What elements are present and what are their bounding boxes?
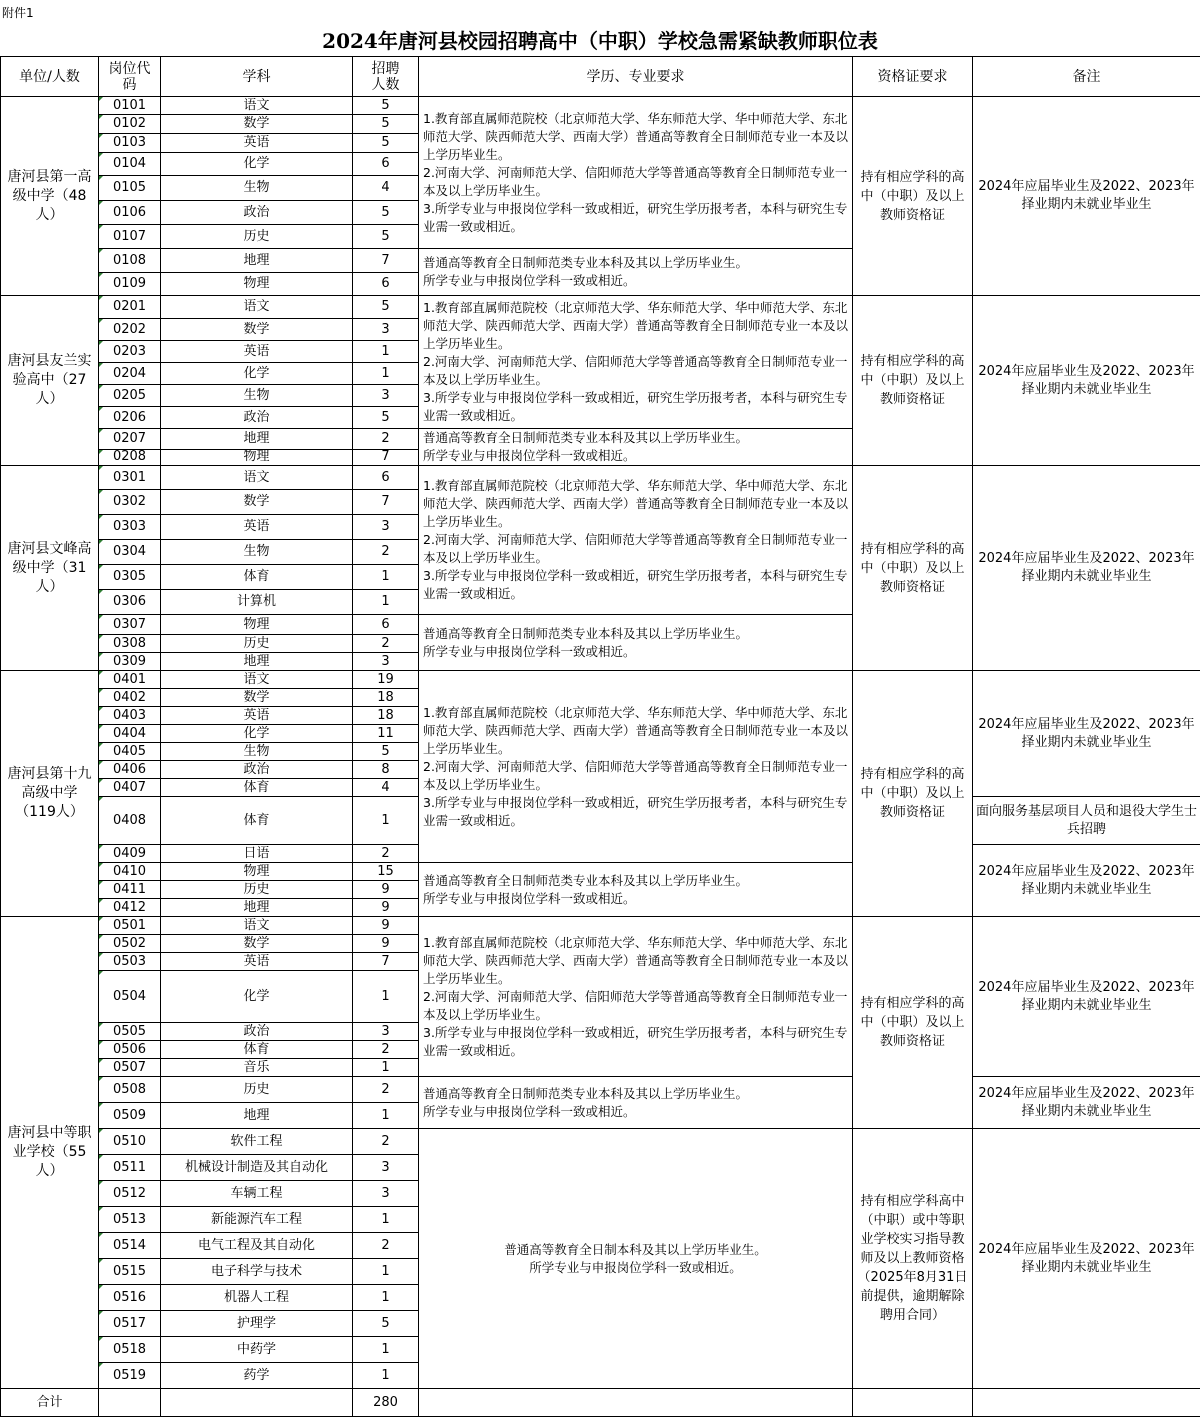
subject: 英语 [161, 953, 353, 971]
subject: 化学 [161, 971, 353, 1023]
education-requirement: 1.教育部直属师范院校（北京师范大学、华东师范大学、华中师范大学、东北师范大学、陕西师范大学、西南大学）普通高等教育全日制师范专业一本及以上学历毕业生。 2.河南大学、河南师范大学、信阳师范大学等普通高等教育全日制师范专业一本及以上学历毕业生。 3.所学专业与申报岗位学科一致或相近，研究生学历报考者，本科与研究生专业需一致或相近。 [419, 671, 853, 863]
subject: 数学 [161, 490, 353, 515]
hire-count: 1 [353, 1059, 419, 1077]
hire-count: 15 [353, 863, 419, 881]
unit-name: 唐河县文峰高级中学（31人） [1, 466, 99, 671]
unit-name: 唐河县友兰实验高中（27人） [1, 296, 99, 466]
hire-count: 7 [353, 449, 419, 465]
subject: 体育 [161, 565, 353, 590]
hire-count: 5 [353, 201, 419, 225]
remark: 面向服务基层项目人员和退役大学生士兵招聘 [973, 797, 1200, 845]
subject: 政治 [161, 1023, 353, 1041]
position-code: 0307 [99, 615, 161, 635]
subject: 地理 [161, 429, 353, 450]
position-code: 0517 [99, 1311, 161, 1337]
subject: 电子科学与技术 [161, 1259, 353, 1285]
unit-name: 唐河县中等职业学校（55人） [1, 917, 99, 1389]
position-code: 0302 [99, 490, 161, 515]
hire-count: 3 [353, 653, 419, 671]
position-code: 0204 [99, 363, 161, 385]
position-code: 0306 [99, 590, 161, 615]
hire-count: 9 [353, 935, 419, 953]
position-code: 0406 [99, 761, 161, 779]
subject: 英语 [161, 134, 353, 153]
position-code: 0107 [99, 225, 161, 249]
subject: 体育 [161, 1041, 353, 1059]
header-cert: 资格证要求 [853, 57, 973, 97]
subject: 物理 [161, 863, 353, 881]
hire-count: 3 [353, 515, 419, 540]
certificate-requirement: 持有相应学科的高中（中职）及以上教师资格证 [853, 97, 973, 296]
position-code: 0502 [99, 935, 161, 953]
education-requirement: 普通高等教育全日制师范类专业本科及其以上学历毕业生。 所学专业与申报岗位学科一致或相近。 [419, 249, 853, 296]
hire-count: 6 [353, 466, 419, 490]
education-requirement: 1.教育部直属师范院校（北京师范大学、华东师范大学、华中师范大学、东北师范大学、陕西师范大学、西南大学）普通高等教育全日制师范专业一本及以上学历毕业生。 2.河南大学、河南师范大学、信阳师范大学等普通高等教育全日制师范专业一本及以上学历毕业生。 3.所学专业与申报岗位学科一致或相近，研究生学历报考者，本科与研究生专业需一致或相近。 [419, 917, 853, 1077]
remark: 2024年应届毕业生及2022、2023年择业期内未就业毕业生 [973, 97, 1200, 296]
position-code: 0402 [99, 689, 161, 707]
subject: 物理 [161, 449, 353, 465]
hire-count: 2 [353, 1041, 419, 1059]
subject: 地理 [161, 1103, 353, 1129]
table-row [1, 917, 1200, 935]
position-code: 0501 [99, 917, 161, 935]
hire-count: 5 [353, 1311, 419, 1337]
header-subject: 学科 [161, 57, 353, 97]
subject: 语文 [161, 671, 353, 689]
hire-count: 2 [353, 429, 419, 450]
subject: 生物 [161, 540, 353, 565]
hire-count: 5 [353, 296, 419, 319]
hire-count: 2 [353, 845, 419, 863]
certificate-requirement: 持有相应学科的高中（中职）及以上教师资格证 [853, 671, 973, 917]
position-code: 0103 [99, 134, 161, 153]
position-code: 0308 [99, 635, 161, 653]
hire-count: 7 [353, 249, 419, 273]
hire-count: 1 [353, 565, 419, 590]
subject: 历史 [161, 225, 353, 249]
subject: 体育 [161, 797, 353, 845]
certificate-requirement: 持有相应学科的高中（中职）及以上教师资格证 [853, 296, 973, 466]
hire-count: 5 [353, 225, 419, 249]
position-code: 0407 [99, 779, 161, 797]
position-code: 0202 [99, 319, 161, 341]
header-education: 学历、专业要求 [419, 57, 853, 97]
education-requirement: 普通高等教育全日制本科及其以上学历毕业生。 所学专业与申报岗位学科一致或相近。 [419, 1129, 853, 1389]
hire-count: 4 [353, 779, 419, 797]
position-code: 0412 [99, 899, 161, 917]
positions-table [0, 56, 1200, 1417]
subject: 化学 [161, 363, 353, 385]
subject: 语文 [161, 97, 353, 115]
total-label: 合计 [1, 1389, 99, 1417]
subject: 物理 [161, 615, 353, 635]
subject: 历史 [161, 881, 353, 899]
table-row [1, 671, 1200, 689]
page-title: 2024年唐河县校园招聘高中（中职）学校急需紧缺教师职位表 [0, 26, 1200, 56]
hire-count: 2 [353, 1077, 419, 1103]
position-code: 0511 [99, 1155, 161, 1181]
hire-count: 8 [353, 761, 419, 779]
position-code: 0304 [99, 540, 161, 565]
hire-count: 11 [353, 725, 419, 743]
position-code: 0102 [99, 115, 161, 134]
subject: 机器人工程 [161, 1285, 353, 1311]
position-code: 0516 [99, 1285, 161, 1311]
position-code: 0508 [99, 1077, 161, 1103]
education-requirement: 普通高等教育全日制师范类专业本科及其以上学历毕业生。 所学专业与申报岗位学科一致或相近。 [419, 1077, 853, 1129]
table-row [1, 1077, 1200, 1103]
hire-count: 2 [353, 635, 419, 653]
hire-count: 9 [353, 881, 419, 899]
position-code: 0305 [99, 565, 161, 590]
hire-count: 6 [353, 615, 419, 635]
total-row [1, 1389, 1200, 1417]
total-empty-note [973, 1389, 1200, 1417]
subject: 化学 [161, 153, 353, 176]
education-requirement: 普通高等教育全日制师范类专业本科及其以上学历毕业生。 所学专业与申报岗位学科一致或相近。 [419, 615, 853, 671]
hire-count: 7 [353, 953, 419, 971]
attachment-label: 附件1 [2, 4, 34, 21]
position-code: 0506 [99, 1041, 161, 1059]
remark: 2024年应届毕业生及2022、2023年择业期内未就业毕业生 [973, 671, 1200, 797]
hire-count: 2 [353, 540, 419, 565]
hire-count: 5 [353, 743, 419, 761]
subject: 数学 [161, 689, 353, 707]
subject: 语文 [161, 466, 353, 490]
position-code: 0507 [99, 1059, 161, 1077]
subject: 计算机 [161, 590, 353, 615]
subject: 政治 [161, 201, 353, 225]
subject: 体育 [161, 779, 353, 797]
position-code: 0301 [99, 466, 161, 490]
position-code: 0408 [99, 797, 161, 845]
position-code: 0518 [99, 1337, 161, 1363]
subject: 化学 [161, 725, 353, 743]
position-code: 0510 [99, 1129, 161, 1155]
position-code: 0512 [99, 1181, 161, 1207]
subject: 数学 [161, 319, 353, 341]
education-requirement: 普通高等教育全日制师范类专业本科及其以上学历毕业生。 所学专业与申报岗位学科一致或相近。 [419, 429, 853, 466]
position-code: 0503 [99, 953, 161, 971]
subject: 数学 [161, 935, 353, 953]
education-requirement: 普通高等教育全日制师范类专业本科及其以上学历毕业生。 所学专业与申报岗位学科一致或相近。 [419, 863, 853, 917]
position-code: 0403 [99, 707, 161, 725]
total-count: 280 [353, 1389, 419, 1417]
remark: 2024年应届毕业生及2022、2023年择业期内未就业毕业生 [973, 466, 1200, 671]
hire-count: 3 [353, 1023, 419, 1041]
subject: 中药学 [161, 1337, 353, 1363]
position-code: 0405 [99, 743, 161, 761]
position-code: 0504 [99, 971, 161, 1023]
unit-name: 唐河县第一高级中学（48人） [1, 97, 99, 296]
position-code: 0106 [99, 201, 161, 225]
header-unit: 单位/人数 [1, 57, 99, 97]
remark: 2024年应届毕业生及2022、2023年择业期内未就业毕业生 [973, 296, 1200, 466]
hire-count: 3 [353, 1181, 419, 1207]
subject: 英语 [161, 707, 353, 725]
subject: 物理 [161, 273, 353, 296]
subject: 语文 [161, 296, 353, 319]
education-requirement: 1.教育部直属师范院校（北京师范大学、华东师范大学、华中师范大学、东北师范大学、陕西师范大学、西南大学）普通高等教育全日制师范专业一本及以上学历毕业生。 2.河南大学、河南师范大学、信阳师范大学等普通高等教育全日制师范专业一本及以上学历毕业生。 3.所学专业与申报岗位学科一致或相近，研究生学历报考者，本科与研究生专业需一致或相近。 [419, 97, 853, 249]
subject: 语文 [161, 917, 353, 935]
hire-count: 18 [353, 689, 419, 707]
education-requirement: 1.教育部直属师范院校（北京师范大学、华东师范大学、华中师范大学、东北师范大学、陕西师范大学、西南大学）普通高等教育全日制师范专业一本及以上学历毕业生。 2.河南大学、河南师范大学、信阳师范大学等普通高等教育全日制师范专业一本及以上学历毕业生。 3.所学专业与申报岗位学科一致或相近，研究生学历报考者，本科与研究生专业需一致或相近。 [419, 466, 853, 615]
subject: 政治 [161, 407, 353, 429]
unit-name: 唐河县第十九高级中学（119人） [1, 671, 99, 917]
certificate-requirement: 持有相应学科高中（中职）或中等职业学校实习指导教师及以上教师资格（2025年8月31日前提供，逾期解除聘用合同） [853, 1129, 973, 1389]
header-note: 备注 [973, 57, 1200, 97]
position-code: 0108 [99, 249, 161, 273]
hire-count: 4 [353, 176, 419, 201]
education-requirement: 1.教育部直属师范院校（北京师范大学、华东师范大学、华中师范大学、东北师范大学、陕西师范大学、西南大学）普通高等教育全日制师范专业一本及以上学历毕业生。 2.河南大学、河南师范大学、信阳师范大学等普通高等教育全日制师范专业一本及以上学历毕业生。 3.所学专业与申报岗位学科一致或相近，研究生学历报考者，本科与研究生专业需一致或相近。 [419, 296, 853, 429]
subject: 数学 [161, 115, 353, 134]
hire-count: 1 [353, 341, 419, 363]
subject: 英语 [161, 515, 353, 540]
header-count: 招聘人数 [353, 57, 419, 97]
position-code: 0404 [99, 725, 161, 743]
hire-count: 5 [353, 97, 419, 115]
hire-count: 5 [353, 134, 419, 153]
hire-count: 9 [353, 917, 419, 935]
remark: 2024年应届毕业生及2022、2023年择业期内未就业毕业生 [973, 1129, 1200, 1389]
subject: 生物 [161, 385, 353, 407]
table-row [1, 97, 1200, 115]
subject: 历史 [161, 1077, 353, 1103]
subject: 音乐 [161, 1059, 353, 1077]
hire-count: 2 [353, 1129, 419, 1155]
position-code: 0514 [99, 1233, 161, 1259]
hire-count: 18 [353, 707, 419, 725]
position-code: 0303 [99, 515, 161, 540]
hire-count: 1 [353, 1363, 419, 1389]
header-code: 岗位代码 [99, 57, 161, 97]
position-code: 0410 [99, 863, 161, 881]
total-empty-education [419, 1389, 853, 1417]
position-code: 0109 [99, 273, 161, 296]
certificate-requirement: 持有相应学科的高中（中职）及以上教师资格证 [853, 917, 973, 1129]
subject: 地理 [161, 899, 353, 917]
certificate-requirement: 持有相应学科的高中（中职）及以上教师资格证 [853, 466, 973, 671]
hire-count: 19 [353, 671, 419, 689]
hire-count: 1 [353, 1103, 419, 1129]
table-row [1, 296, 1200, 319]
subject: 政治 [161, 761, 353, 779]
position-code: 0104 [99, 153, 161, 176]
hire-count: 3 [353, 385, 419, 407]
hire-count: 7 [353, 490, 419, 515]
hire-count: 1 [353, 363, 419, 385]
hire-count: 1 [353, 1337, 419, 1363]
hire-count: 5 [353, 115, 419, 134]
remark: 2024年应届毕业生及2022、2023年择业期内未就业毕业生 [973, 845, 1200, 917]
position-code: 0309 [99, 653, 161, 671]
hire-count: 6 [353, 153, 419, 176]
remark: 2024年应届毕业生及2022、2023年择业期内未就业毕业生 [973, 1077, 1200, 1129]
subject: 机械设计制造及其自动化 [161, 1155, 353, 1181]
hire-count: 5 [353, 407, 419, 429]
position-code: 0513 [99, 1207, 161, 1233]
subject: 英语 [161, 341, 353, 363]
position-code: 0101 [99, 97, 161, 115]
subject: 日语 [161, 845, 353, 863]
subject: 生物 [161, 176, 353, 201]
subject: 生物 [161, 743, 353, 761]
hire-count: 3 [353, 319, 419, 341]
hire-count: 1 [353, 1207, 419, 1233]
subject: 地理 [161, 653, 353, 671]
position-code: 0401 [99, 671, 161, 689]
subject: 新能源汽车工程 [161, 1207, 353, 1233]
total-empty-subject [161, 1389, 353, 1417]
subject: 软件工程 [161, 1129, 353, 1155]
hire-count: 1 [353, 971, 419, 1023]
hire-count: 1 [353, 1285, 419, 1311]
hire-count: 6 [353, 273, 419, 296]
table-row [1, 1129, 1200, 1155]
total-empty-cert [853, 1389, 973, 1417]
hire-count: 1 [353, 797, 419, 845]
position-code: 0205 [99, 385, 161, 407]
hire-count: 2 [353, 1233, 419, 1259]
position-code: 0411 [99, 881, 161, 899]
subject: 电气工程及其自动化 [161, 1233, 353, 1259]
position-code: 0208 [99, 449, 161, 465]
hire-count: 3 [353, 1155, 419, 1181]
position-code: 0509 [99, 1103, 161, 1129]
total-empty-code [99, 1389, 161, 1417]
position-code: 0519 [99, 1363, 161, 1389]
position-code: 0505 [99, 1023, 161, 1041]
subject: 护理学 [161, 1311, 353, 1337]
position-code: 0409 [99, 845, 161, 863]
position-code: 0201 [99, 296, 161, 319]
hire-count: 1 [353, 590, 419, 615]
subject: 药学 [161, 1363, 353, 1389]
position-code: 0206 [99, 407, 161, 429]
subject: 地理 [161, 249, 353, 273]
header-row [1, 57, 1200, 97]
position-code: 0105 [99, 176, 161, 201]
subject: 车辆工程 [161, 1181, 353, 1207]
subject: 历史 [161, 635, 353, 653]
hire-count: 1 [353, 1259, 419, 1285]
table-row [1, 466, 1200, 490]
hire-count: 9 [353, 899, 419, 917]
remark: 2024年应届毕业生及2022、2023年择业期内未就业毕业生 [973, 917, 1200, 1077]
position-code: 0203 [99, 341, 161, 363]
position-code: 0207 [99, 429, 161, 450]
position-code: 0515 [99, 1259, 161, 1285]
